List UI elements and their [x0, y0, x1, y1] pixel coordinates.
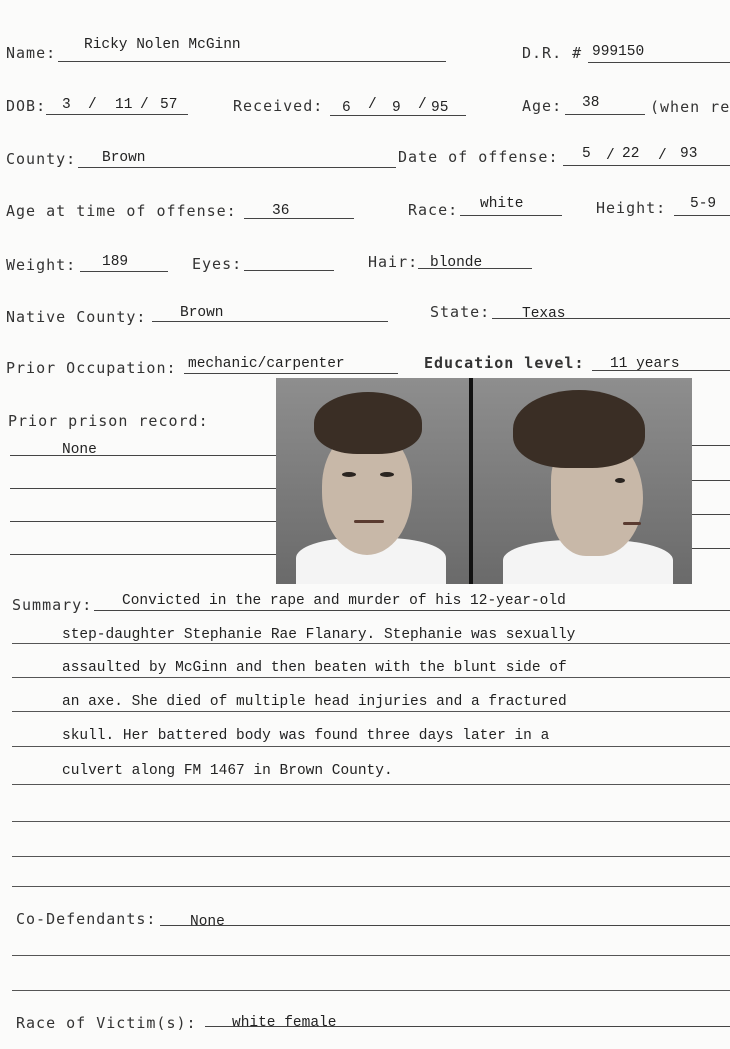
prior-record-label: Prior prison record: — [8, 412, 209, 430]
education-underline — [592, 370, 730, 371]
race-value: white — [480, 196, 524, 212]
age-value: 38 — [582, 95, 600, 111]
received-sep-2: / — [418, 97, 427, 113]
county-value: Brown — [102, 150, 146, 166]
dr-underline — [588, 62, 730, 63]
prior-rule-4 — [10, 554, 276, 555]
co-defendants-underline — [160, 925, 730, 926]
age-label: Age: — [522, 97, 563, 115]
received-year: 95 — [431, 100, 449, 116]
prior-record-value: None — [62, 442, 97, 458]
prior-rule-right-3 — [692, 514, 730, 515]
height-label: Height: — [596, 199, 667, 217]
dr-value: 999150 — [592, 44, 645, 60]
received-sep-1: / — [368, 97, 377, 113]
summary-rule-7 — [12, 821, 730, 822]
received-month: 6 — [342, 100, 351, 116]
summary-line-1: Convicted in the rape and murder of his 12-year-old — [122, 593, 566, 609]
dob-month: 3 — [62, 97, 71, 113]
dr-label: D.R. # — [522, 44, 583, 62]
victim-race-value: white female — [232, 1015, 337, 1031]
hair-underline — [418, 268, 532, 269]
name-value: Ricky Nolen McGinn — [84, 37, 241, 53]
received-label: Received: — [233, 97, 324, 115]
received-day: 9 — [392, 100, 401, 116]
summary-line-5: skull. Her battered body was found three days later in a — [62, 728, 550, 744]
weight-underline — [80, 271, 168, 272]
prior-rule-3 — [10, 521, 276, 522]
summary-rule-2 — [12, 643, 730, 644]
race-label: Race: — [408, 201, 459, 219]
date-offense-underline — [563, 165, 730, 166]
dob-year: 57 — [160, 97, 178, 113]
mugshot-photo — [276, 378, 692, 584]
age-underline — [565, 114, 645, 115]
summary-rule-3 — [12, 677, 730, 678]
victim-race-underline — [205, 1026, 730, 1027]
summary-rule-4 — [12, 711, 730, 712]
race-underline — [460, 215, 562, 216]
offense-day: 22 — [622, 146, 640, 162]
dob-label: DOB: — [6, 97, 47, 115]
victim-race-label: Race of Victim(s): — [16, 1014, 197, 1032]
age-note: (when re — [650, 98, 730, 116]
summary-line-4: an axe. She died of multiple head injuries and a fractured — [62, 694, 567, 710]
occupation-label: Prior Occupation: — [6, 359, 177, 377]
prior-rule-1 — [10, 455, 276, 456]
age-offense-label: Age at time of offense: — [6, 202, 237, 220]
summary-line-3: assaulted by McGinn and then beaten with the blunt side of — [62, 660, 567, 676]
received-underline — [330, 115, 466, 116]
state-underline — [492, 318, 730, 319]
county-label: County: — [6, 150, 77, 168]
eyes-underline — [244, 270, 334, 271]
co-defendants-label: Co-Defendants: — [16, 910, 157, 928]
summary-rule-9 — [12, 886, 730, 887]
summary-rule-8 — [12, 856, 730, 857]
education-value: 11 years — [610, 356, 680, 372]
summary-rule-6 — [12, 784, 730, 785]
summary-label: Summary: — [12, 596, 93, 614]
dob-underline — [46, 114, 188, 115]
county-underline — [78, 167, 396, 168]
co-defendants-rule-2 — [12, 955, 730, 956]
weight-value: 189 — [102, 254, 129, 270]
mugshot-front — [276, 378, 469, 584]
offense-sep-2: / — [658, 148, 667, 164]
offense-month: 5 — [582, 146, 591, 162]
height-underline — [674, 215, 730, 216]
prior-rule-right-4 — [692, 548, 730, 549]
offense-year: 93 — [680, 146, 698, 162]
native-county-label: Native County: — [6, 308, 147, 326]
co-defendants-rule-3 — [12, 990, 730, 991]
state-value: Texas — [522, 306, 566, 322]
mugshot-profile — [473, 378, 692, 584]
dob-sep-1: / — [88, 97, 97, 113]
summary-line-2: step-daughter Stephanie Rae Flanary. Stephanie was sexually — [62, 627, 576, 643]
height-value: 5-9 — [690, 196, 717, 212]
occupation-value: mechanic/carpenter — [188, 356, 345, 372]
age-offense-underline — [244, 218, 354, 219]
prior-rule-right-2 — [692, 480, 730, 481]
prior-rule-right-1 — [692, 445, 730, 446]
weight-label: Weight: — [6, 256, 77, 274]
co-defendants-value: None — [190, 914, 225, 930]
summary-rule-1 — [94, 610, 730, 611]
dob-day: 11 — [115, 97, 133, 113]
prior-rule-2 — [10, 488, 276, 489]
occupation-underline — [184, 373, 398, 374]
eyes-label: Eyes: — [192, 255, 243, 273]
offense-sep-1: / — [606, 148, 615, 164]
hair-value: blonde — [430, 255, 483, 271]
name-underline — [58, 61, 446, 62]
hair-label: Hair: — [368, 253, 419, 271]
age-offense-value: 36 — [272, 203, 290, 219]
date-offense-label: Date of offense: — [398, 148, 559, 166]
summary-line-6: culvert along FM 1467 in Brown County. — [62, 763, 393, 779]
education-label: Education level: — [424, 354, 585, 372]
name-label: Name: — [6, 44, 57, 62]
native-county-underline — [152, 321, 388, 322]
native-county-value: Brown — [180, 305, 224, 321]
summary-rule-5 — [12, 746, 730, 747]
state-label: State: — [430, 303, 491, 321]
dob-sep-2: / — [140, 97, 149, 113]
